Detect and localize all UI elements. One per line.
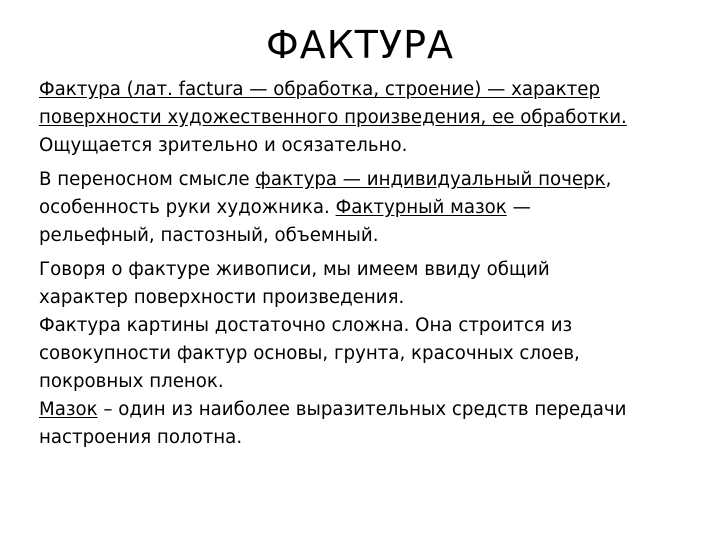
- paragraph-painting: [39, 256, 679, 312]
- slide-body: [39, 76, 679, 452]
- complexity-line-1: Фактура картины достаточно сложна. Она строится из: [39, 315, 573, 336]
- figurative-text-5: рельефный, пастозный, объемный.: [39, 225, 379, 246]
- painting-line-2: характер поверхности произведения.: [39, 287, 405, 308]
- painting-line-1: Говоря о фактуре живописи, мы имеем ввиду общий: [39, 259, 550, 280]
- complexity-line-3: покровных пленок.: [39, 371, 224, 392]
- paragraph-stroke: [39, 396, 679, 452]
- stroke-term: Мазок: [39, 399, 98, 420]
- paragraph-complexity: [39, 312, 679, 396]
- paragraph-definition: [39, 76, 679, 160]
- figurative-underlined-2: Фактурный мазок: [335, 197, 507, 218]
- definition-line-2: поверхности художественного произведения, ее обработки.: [39, 107, 627, 128]
- stroke-text-1: – один из наиболее выразительных средств передачи: [97, 399, 627, 420]
- figurative-text-4: —: [506, 197, 531, 218]
- definition-line-3: Ощущается зрительно и осязательно.: [39, 135, 408, 156]
- figurative-text-3: особенность руки художника.: [39, 197, 336, 218]
- figurative-underlined-1: фактура — индивидуальный почерк: [255, 169, 606, 190]
- paragraph-figurative: [39, 166, 679, 250]
- definition-line-1: Фактура (лат. factura — обработка, строение) — характер: [39, 79, 600, 100]
- figurative-text-1: В переносном смысле: [39, 169, 256, 190]
- figurative-text-2: ,: [605, 169, 612, 190]
- complexity-line-2: совокупности фактур основы, грунта, красочных слоев,: [39, 343, 580, 364]
- stroke-text-2: настроения полотна.: [39, 427, 243, 448]
- slide-title: ФАКТУРА: [266, 23, 454, 67]
